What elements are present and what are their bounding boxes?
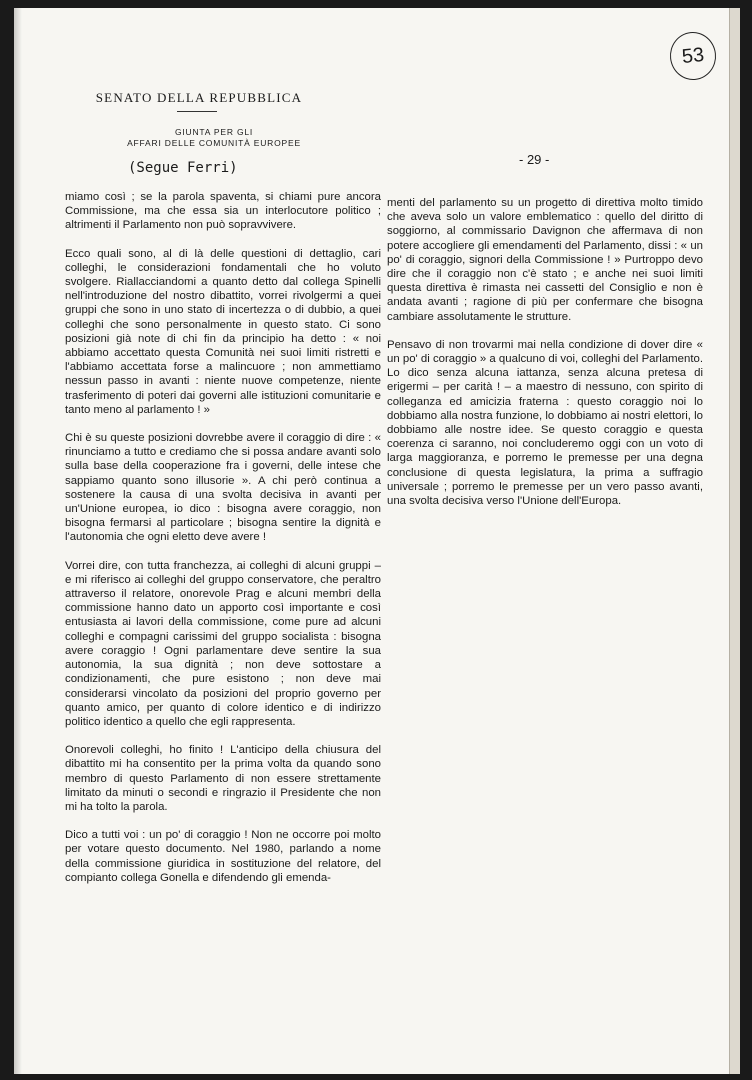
paragraph: Pensavo di non trovarmi mai nella condizione di dover dire « un po' di coraggio » a qualcuno di voi, colleghi del Parlamento. Lo dico senza alcuna iattanza, senza alcuna pretesa di erigermi – per carità ! – a maestro di nessuno, con spirito di colleganza ed amicizia fraterna : questo coraggio noi lo dobbiamo alla nostra funzione, lo dobbiamo ai nostri elettori, lo dobbiamo alle nostre idee. Se questo coraggio e questa coerenza ci saranno, noi concluderemo oggi con un voto di larga maggioranza, e porremo le premesse per una degna conclusione di questa legislatura, la prima a suffragio universale ; porremo le premesse per un vero passo avanti, una svolta decisiva verso l'Unione dell'Europa. <box>387 338 703 508</box>
paragraph: Ecco quali sono, al di là delle questioni di dettaglio, cari colleghi, le considerazioni fondamentali che ho voluto svolgere. Riallacciandomi a quanto detto dal collega Spinelli nell'introduzione del nostro dibattito, vorrei rivolgermi a quei gruppi che sono in uno stato di incertezza o di dubbio, a quei colleghi che sono personalmente in questo stato. Ci sono posizioni già note di chi fin da principio ha detto : « noi abbiamo accettato questa Comunità nei suoi limiti ristretti e l'abbiamo accettata forse a malincuore ; non ammettiamo nessun passo in avanti : niente nuove competenze, niente trasferimento di poteri dai governi alle istituzioni comunitarie e tanto meno al parlamento ! » <box>65 247 381 416</box>
page-number: - 29 - <box>519 152 550 167</box>
right-column <box>387 196 703 508</box>
paragraph: Onorevoli colleghi, ho finito ! L'anticipo della chiusura del dibattito mi ha consentito per la prima volta da quando sono membro di questo Parlamento di non essere strettamente limitato da minuti o secondi e ringrazio il Presidente che non mi ha tolto la parola. <box>65 744 381 813</box>
paragraph: menti del parlamento su un progetto di direttiva molto timido che aveva solo un valore emblematico : quello del diritto di soggiorno, al commissario Davignon che affermava di non potere accogliere gli emendamenti del Parlamento, dissi : « un po' di coraggio, signori della Commissione ! » Purtroppo devo dire che il coraggio non c'è stato ; e anche nei suoi limiti questa direttiva è rimasta nei cassetti del Consiglio e non è andata avanti ; ragione di più per confermare che bisogna cambiare assolutamente le strutture. <box>387 197 703 323</box>
committee-line-2: AFFARI DELLE COMUNITÀ EUROPEE <box>127 138 301 148</box>
paragraph: Vorrei dire, con tutta franchezza, ai colleghi di alcuni gruppi – e mi riferisco ai colleghi del gruppo conservatore, che peraltro attraverso il relatore, onorevole Prag e alcuni membri della commissione hanno dato un apporto così importante e così entusiasta ai lavori della commissione, come pure ad alcuni colleghi e compagni carissimi del gruppo socialista : bisogna avere coraggio ! Ogni parlamentare deve sentire la sua autonomia, la sua dignità ; non deve sottostare a condizionamenti, che pure esistono ; non deve mai considerarsi vincolato da posizioni del proprio governo per quanto amico, per quanto di colore identico e di indirizzo politico identico a quello che egli rappresenta. <box>65 559 381 728</box>
page-right-edge <box>729 8 740 1074</box>
title-rule <box>177 111 217 112</box>
institution-title: SENATO DELLA REPUBBLICA <box>95 90 303 105</box>
left-column <box>65 190 381 885</box>
committee-line-1: GIUNTA PER GLI <box>174 127 254 137</box>
continuation-note: (Segue Ferri) <box>128 160 238 176</box>
document-page <box>14 8 740 1074</box>
page-stamp: 53 <box>668 30 719 83</box>
committee-name <box>74 127 354 149</box>
page-binding-shadow <box>14 8 22 1074</box>
paragraph: Dico a tutti voi : un po' di coraggio ! Non ne occorre poi molto per votare questo documento. Nel 1980, parlando a nome della commissione giuridica in sostituzione del relatore, del compianto collega Gonella e difendendo gli emenda- <box>65 829 381 884</box>
paragraph: miamo così ; se la parola spaventa, si chiami pure ancora Commissione, ma che essa sia un interlocutore politico ; altrimenti il Parlamento non può sopravvivere. <box>65 191 381 232</box>
paragraph: Chi è su queste posizioni dovrebbe avere il coraggio di dire : « rinunciamo a tutto e crediamo che si possa andare avanti solo sulla base della cooperazione fra i governi, delle intese che sappiamo quanto sono illusorie ». A chi però continua a sostenere la causa di una svolta decisiva in avanti per un'Unione europea, io dico : bisogna avere coraggio, non bisogna fermarsi al particolare ; bisogna sentire la dignità e l'autonomia che ogni eletto deve avere ! <box>65 432 381 544</box>
